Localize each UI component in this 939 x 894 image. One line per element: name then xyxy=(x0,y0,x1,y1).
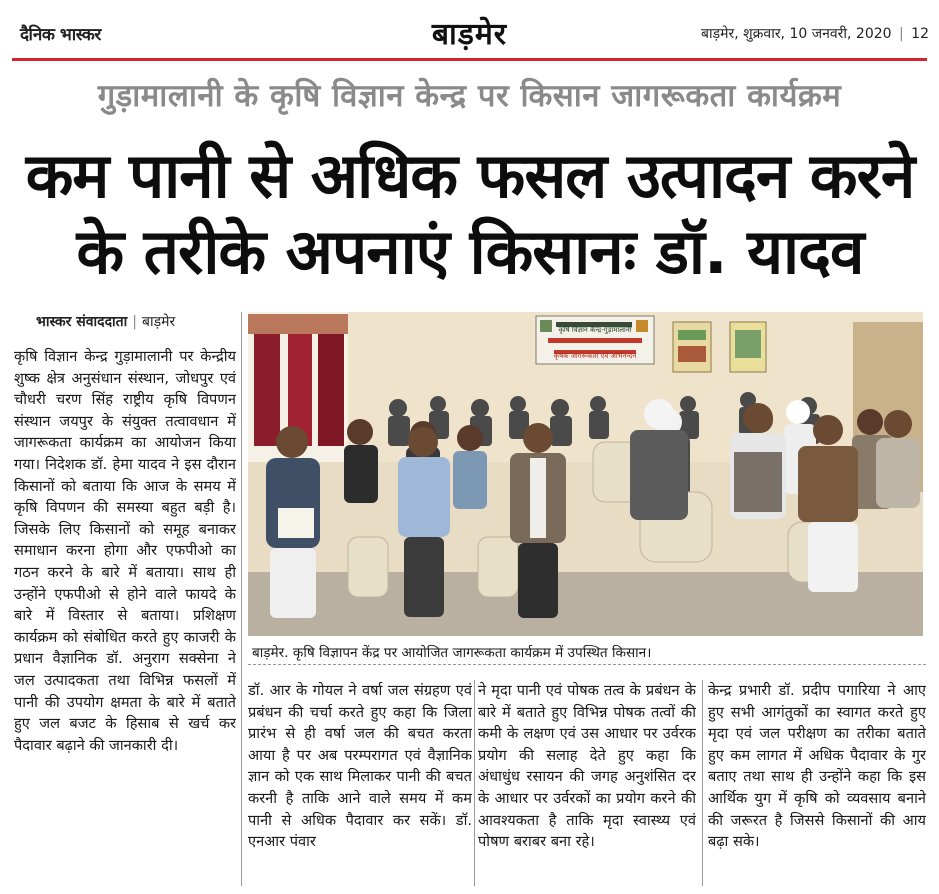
byline-place: बाड़मेर xyxy=(141,314,176,330)
column-rule xyxy=(241,312,242,886)
byline-separator: | xyxy=(132,314,137,330)
event-photo xyxy=(248,312,923,636)
photo-caption: बाड़मेर. कृषि विज्ञापन केंद्र पर आयोजित जागरूकता कार्यक्रम में उपस्थित किसान। xyxy=(252,645,652,661)
edition-date: बाड़मेर, शुक्रवार, 10 जनवरी, 2020 xyxy=(701,26,892,42)
event-photo-illustration xyxy=(248,312,923,636)
article-column-2: डॉ. आर के गोयल ने वर्षा जल संग्रहण एवं प्रबंधन की चर्चा करते हुए कहा कि जिला प्रारंभ से ही वर्षा जल की बचत करता आया है पर अब परम्परागत एवं वैज्ञानिक ज्ञान को एक साथ मिलाकर पानी की बचत करनी है ताकि आने वाले समय में कम पानी से अधिक पैदावार कर सकें। डॉ. एनआर पंवार xyxy=(248,682,472,851)
kicker-headline: गुड़ामालानी के कृषि विज्ञान केन्द्र पर किसान जागरूकता कार्यक्रम xyxy=(97,78,842,114)
date-line xyxy=(701,24,929,43)
byline-author: भास्कर संवाददाता xyxy=(36,314,128,330)
article-column-1: कृषि विज्ञान केन्द्र गुड़ामालानी पर केन्द्रीय शुष्क क्षेत्र अनुसंधान संस्थान, जोधपुर एवं चौधरी चरण सिंह राष्ट्रीय कृषि विपणन संस्थान जयपुर के संयुक्त तत्वावधान में जागरूकता कार्यक्रम का आयोजन किया गया। निदेशक डॉ. हेमा यादव ने इस दौरान किसानों को बताया कि आज के समय में कृषि विपणन की समस्या बहुत बड़ी है। जिसके लिए किसानों को समूह बनाकर समाधान करना होगा और एफपीओ का गठन करने के बारे में बताया। साथ ही उन्होंने एफपीओ से होने वाले फायदे के बारे में विस्तार से बताया। प्रशिक्षण कार्यक्रम को संबोधित करते हुए काजरी के प्रधान वैज्ञानिक डॉ. अनुराग सक्सेना ने जल उत्पादकता तथा विभिन्न फसलों में पानी की उपयोग क्षमता के बारे में बताते हुए जल बजट के हिसाब से खर्च कर पैदावार बढ़ाने की जानकारी दी। xyxy=(14,348,236,754)
article-column-3: ने मृदा पानी एवं पोषक तत्व के प्रबंधन के बारे में बताते हुए विभिन्न पोषक तत्वों की कमी के लक्षण एवं उस आधार पर उर्वरक प्रयोग की सलाह देते हुए कहा कि अंधाधुंध रसायन की जगह अनुशंसित दर के आधार पर उर्वरकों का प्रयोग करने की आवश्यकता है ताकि मृदा स्वास्थ्य एवं पोषण बराबर बना रहे। xyxy=(478,682,696,851)
date-separator: | xyxy=(899,26,904,42)
banner-title: कृषि विज्ञान केन्द्र-गुड़ामालानी xyxy=(558,326,632,334)
masthead-logo: दैनिक भास्कर xyxy=(20,25,101,45)
headline-line-2: के तरीके अपनाएं किसानः डॉ. यादव xyxy=(76,215,864,288)
byline xyxy=(36,312,175,331)
headline-line-1: कम पानी से अधिक फसल उत्पादन करने xyxy=(25,139,915,212)
column-rule xyxy=(474,680,475,886)
caption-divider xyxy=(248,664,926,665)
article-column-4: केन्द्र प्रभारी डॉ. प्रदीप पगारिया ने आए हुए सभी आगंतुकों का स्वागत करते हुए मृदा एवं जल परीक्षण का तरीका बताते हुए कम लागत में अधिक पैदावार के गुर बताए तथा साथ ही उन्होंने कहा कि इस आर्थिक युग में कृषि को व्यवसाय बनाने की जरूरत है जिससे किसानों की आय बढ़ा सके। xyxy=(708,682,926,851)
column-rule xyxy=(702,680,703,886)
city-edition-title: बाड़मेर xyxy=(431,17,508,52)
main-headline xyxy=(14,138,926,290)
banner-subtitle: कृषक जागरूकता एवं अभिनन्दन xyxy=(553,352,637,360)
header-rule xyxy=(12,58,927,61)
page-number: 12 xyxy=(911,26,929,42)
